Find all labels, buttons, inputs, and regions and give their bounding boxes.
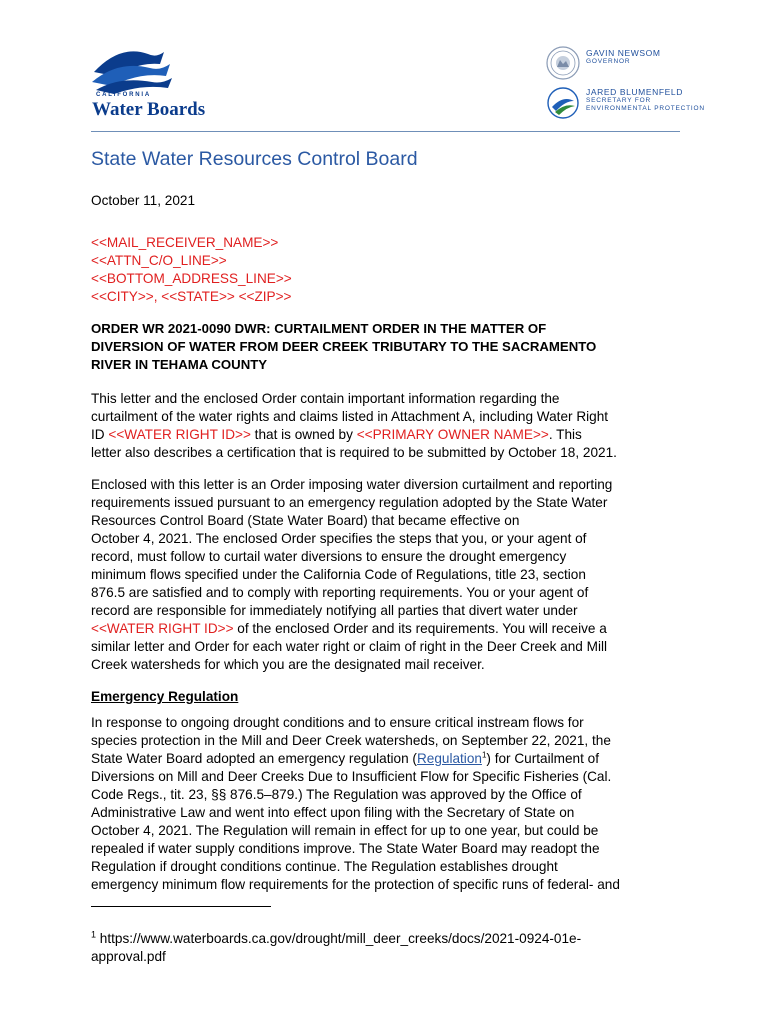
subject-line-1: ORDER WR 2021-0090 DWR: CURTAILMENT ORDER IN THE MATTER OF: [91, 321, 547, 336]
p2-line: Creek watersheds for which you are the designated mail receiver.: [91, 657, 485, 672]
subject-line-2: DIVERSION OF WATER FROM DEER CREEK TRIBUTARY TO THE SACRAMENTO: [91, 339, 597, 354]
logo-state-text: CALIFORNIA: [96, 92, 151, 98]
p1-text: . This: [548, 427, 582, 442]
letter-date: October 11, 2021: [91, 193, 196, 208]
p2-line: Enclosed with this letter is an Order imposing water diversion curtailment and reporting: [91, 477, 613, 492]
governor-title: GOVERNOR: [586, 58, 631, 65]
p2-line: requirements issued pursuant to an emergency regulation adopted by the State Water: [91, 495, 608, 510]
p3-line: [91, 750, 686, 768]
water-right-id-placeholder: <<WATER RIGHT ID>>: [91, 621, 234, 636]
p2-line: minimum flows specified under the California Code of Regulations, title 23, section: [91, 567, 586, 582]
section-heading: Emergency Regulation: [91, 689, 239, 704]
secretary-title-2: ENVIRONMENTAL PROTECTION: [586, 105, 705, 112]
footnote-divider: [91, 906, 271, 907]
p2-line: October 4, 2021. The enclosed Order specifies the steps that you, or your agent of: [91, 531, 587, 546]
subject-line-3: RIVER IN TEHAMA COUNTY: [91, 357, 268, 372]
p2-text: of the enclosed Order and its requirements. You will receive a: [233, 621, 607, 636]
p2-line: record, must follow to curtail water diversions to ensure the drought emergency: [91, 549, 567, 564]
secretary-block: [586, 87, 705, 113]
p1-line: letter also describes a certification that is required to be submitted by October 18, 2021.: [91, 445, 617, 460]
secretary-title-1: SECRETARY FOR: [586, 97, 651, 104]
governor-name: GAVIN NEWSOM: [586, 48, 661, 58]
governor-seal-icon: [546, 46, 580, 80]
p1-line: [91, 426, 686, 444]
p3-line: Administrative Law and went into effect upon filing with the Secretary of State on: [91, 805, 575, 820]
p3-line: emergency minimum flow requirements for the protection of specific runs of federal- and: [91, 877, 620, 892]
p1-line: This letter and the enclosed Order contain important information regarding the: [91, 391, 560, 406]
logo-name-text: Water Boards: [92, 99, 206, 120]
p3-line: October 4, 2021. The Regulation will remain in effect for up to one year, but could be: [91, 823, 599, 838]
address-line-2: <<ATTN_C/O_LINE>>: [91, 253, 227, 268]
footnote-line-1: [91, 930, 671, 948]
footnote-ref: 1: [481, 750, 487, 760]
paragraph-3: [91, 714, 686, 894]
p3-text: ) for Curtailment of: [486, 751, 599, 766]
p3-line: In response to ongoing drought conditions and to ensure critical instream flows for: [91, 715, 584, 730]
board-title: State Water Resources Control Board: [91, 148, 418, 170]
subject-line: [91, 320, 681, 374]
p3-line: species protection in the Mill and Deer Creek watersheds, on September 22, 2021, the: [91, 733, 611, 748]
p3-line: Regulation if drought conditions continue. The Regulation establishes drought: [91, 859, 558, 874]
calepa-seal-icon: [547, 87, 579, 119]
regulation-link[interactable]: Regulation: [416, 751, 482, 766]
p3-line: Diversions on Mill and Deer Creeks Due to Insufficient Flow for Specific Fisheries (Cal.: [91, 769, 612, 784]
p1-line: curtailment of the water rights and claims listed in Attachment A, including Water Right: [91, 409, 609, 424]
address-line-1: <<MAIL_RECEIVER_NAME>>: [91, 235, 279, 250]
footnote-line-2: approval.pdf: [91, 949, 166, 964]
p2-line: similar letter and Order for each water right or claim of right in the Deer Creek and Mill: [91, 639, 608, 654]
address-line-4: <<CITY>>, <<STATE>> <<ZIP>>: [91, 289, 292, 304]
p2-line: 876.5 are satisfied and to comply with reporting requirements. You or your agent of: [91, 585, 589, 600]
p1-text: ID: [91, 427, 109, 442]
water-right-id-placeholder: <<WATER RIGHT ID>>: [108, 427, 251, 442]
p2-line: [91, 620, 686, 638]
primary-owner-placeholder: <<PRIMARY OWNER NAME>>: [356, 427, 549, 442]
p2-line: record are responsible for immediately notifying all parties that divert water under: [91, 603, 578, 618]
footnote-url: https://www.waterboards.ca.gov/drought/mill_deer_creeks/docs/2021-0924-01e-: [96, 931, 582, 946]
secretary-name: JARED BLUMENFELD: [586, 87, 683, 97]
address-line-3: <<BOTTOM_ADDRESS_LINE>>: [91, 271, 292, 286]
p3-line: Code Regs., tit. 23, §§ 876.5–879.) The Regulation was approved by the Office of: [91, 787, 582, 802]
mailing-address: [91, 234, 691, 306]
footnote-marker: 1: [91, 929, 97, 940]
paragraph-2: [91, 476, 686, 674]
footnote: [91, 930, 671, 966]
p3-text: State Water Board adopted an emergency regulation (: [91, 751, 417, 766]
governor-block: [586, 48, 661, 66]
p1-text: that is owned by: [250, 427, 357, 442]
p2-line: Resources Control Board (State Water Board) that became effective on: [91, 513, 520, 528]
paragraph-1: [91, 390, 686, 462]
p3-line: repealed if water supply conditions improve. The State Water Board may readopt the: [91, 841, 600, 856]
letterhead-divider: [91, 131, 680, 132]
